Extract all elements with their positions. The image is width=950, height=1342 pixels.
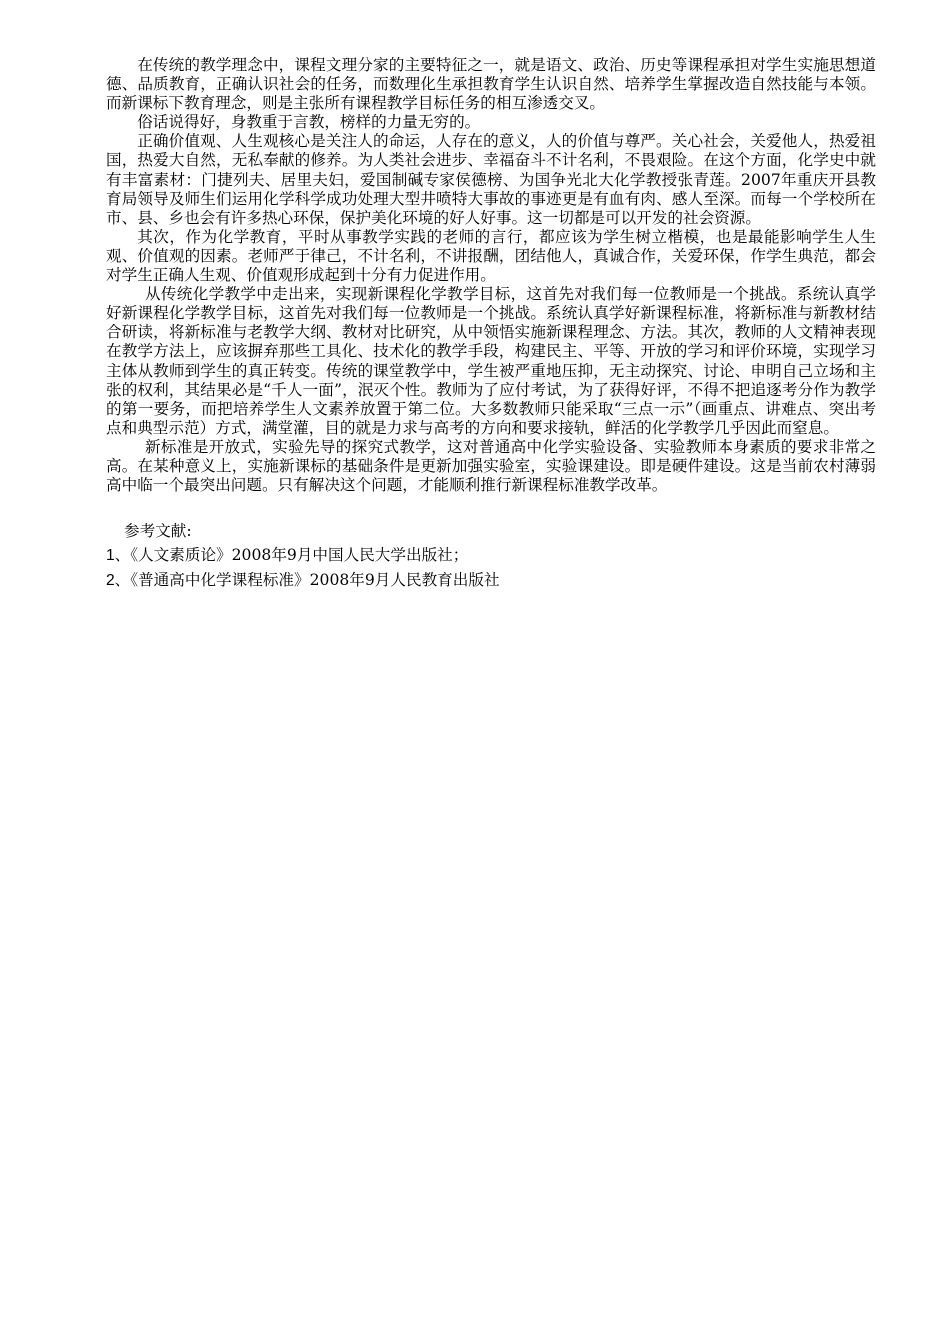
reference-item — [106, 543, 876, 568]
paragraph: 在传统的教学理念中，课程文理分家的主要特征之一，就是语文、政治、历史等课程承担对学生实施思想道德、品质教育，正确认识社会的任务，而数理化生承担教育学生认识自然、培养学生掌握改造自然技能与本领。而新课标下教育理念，则是主张所有课程教学目标任务的相互渗透交叉。 — [106, 56, 876, 113]
paragraph: 新标准是开放式，实验先导的探究式教学，这对普通高中化学实验设备、实验教师本身素质的要求非常之高。在某种意义上，实施新课标的基础条件是更新加强实验室，实验课建设。即是硬件建设。这是当前农村薄弱高中临一个最突出问题。只有解决这个问题，才能顺利推行新课程标准教学改革。 — [106, 437, 876, 495]
document-body — [106, 56, 876, 593]
reference-number: 1、 — [106, 547, 131, 565]
reference-text: 《普通高中化学课程标准》2008年9月人民教育出版社 — [130, 571, 500, 590]
paragraph: 其次，作为化学教育，平时从事教学实践的老师的言行，都应该为学生树立楷模，也是最能影响学生人生观、价值观的因素。老师严于律己，不计名利，不讲报酬，团结他人，真诚合作，关爱环保，作学生典范，都会对学生正确人生观、价值观形成起到十分有力促进作用。 — [106, 227, 876, 285]
reference-item — [106, 568, 876, 593]
paragraph: 俗话说得好，身教重于言教，榜样的力量无穷的。 — [137, 113, 481, 132]
paragraph: 从传统化学教学中走出来，实现新课程化学教学目标，这首先对我们每一位教师是一个挑战。系统认真学好新课程化学教学目标，这首先对我们每一位教师是一个挑战。系统认真学好新课程标准，将新标准与新教材结合研读，将新标准与老教学大纲、教材对比研究，从中领悟实施新课程理念、方法。其次，教师的人文精神表现在教学方法上，应该摒弃那些工具化、技术化的教学手段，构建民主、平等、开放的学习和评价环境，实现学习主体从教师到学生的真正转变。传统的课堂教学中，学生被严重地压抑，无主动探究、讨论、申明自己立场和主张的权利，其结果必是“千人一面”，泯灭个性。教师为了应付考试，为了获得好评，不得不把追逐考分作为教学的第一要务，而把培养学生人文素养放置于第二位。大多数教师只能采取“三点一示”（画重点、讲难点、突出考点和典型示范）方式，满堂灌，目的就是力求与高考的方向和要求接轨，鲜活的化学教学几乎因此而窒息。 — [106, 285, 876, 437]
references-section — [106, 519, 876, 593]
reference-text: 《人文素质论》2008年9月中国人民大学出版社； — [130, 546, 469, 565]
reference-number: 2、 — [106, 572, 131, 590]
paragraph: 正确价值观、人生观核心是关注人的命运，人存在的意义，人的价值与尊严。关心社会，关爱他人，热爱祖国，热爱大自然，无私奉献的修养。为人类社会进步、幸福奋斗不计名利，不畏艰险。在这个方面，化学史中就有丰富素材：门捷列夫、居里夫妇，爱国制碱专家侯德榜、为国争光北大化学教授张青莲。2007年重庆开县教育局领导及师生们运用化学科学成功处理大型井喷特大事故的事迹更是有血有肉、感人至深。而每一个学校所在市、县、乡也会有许多热心环保，保护美化环境的好人好事。这一切都是可以开发的社会资源。 — [106, 132, 876, 227]
references-title: 参考文献: — [124, 522, 192, 541]
